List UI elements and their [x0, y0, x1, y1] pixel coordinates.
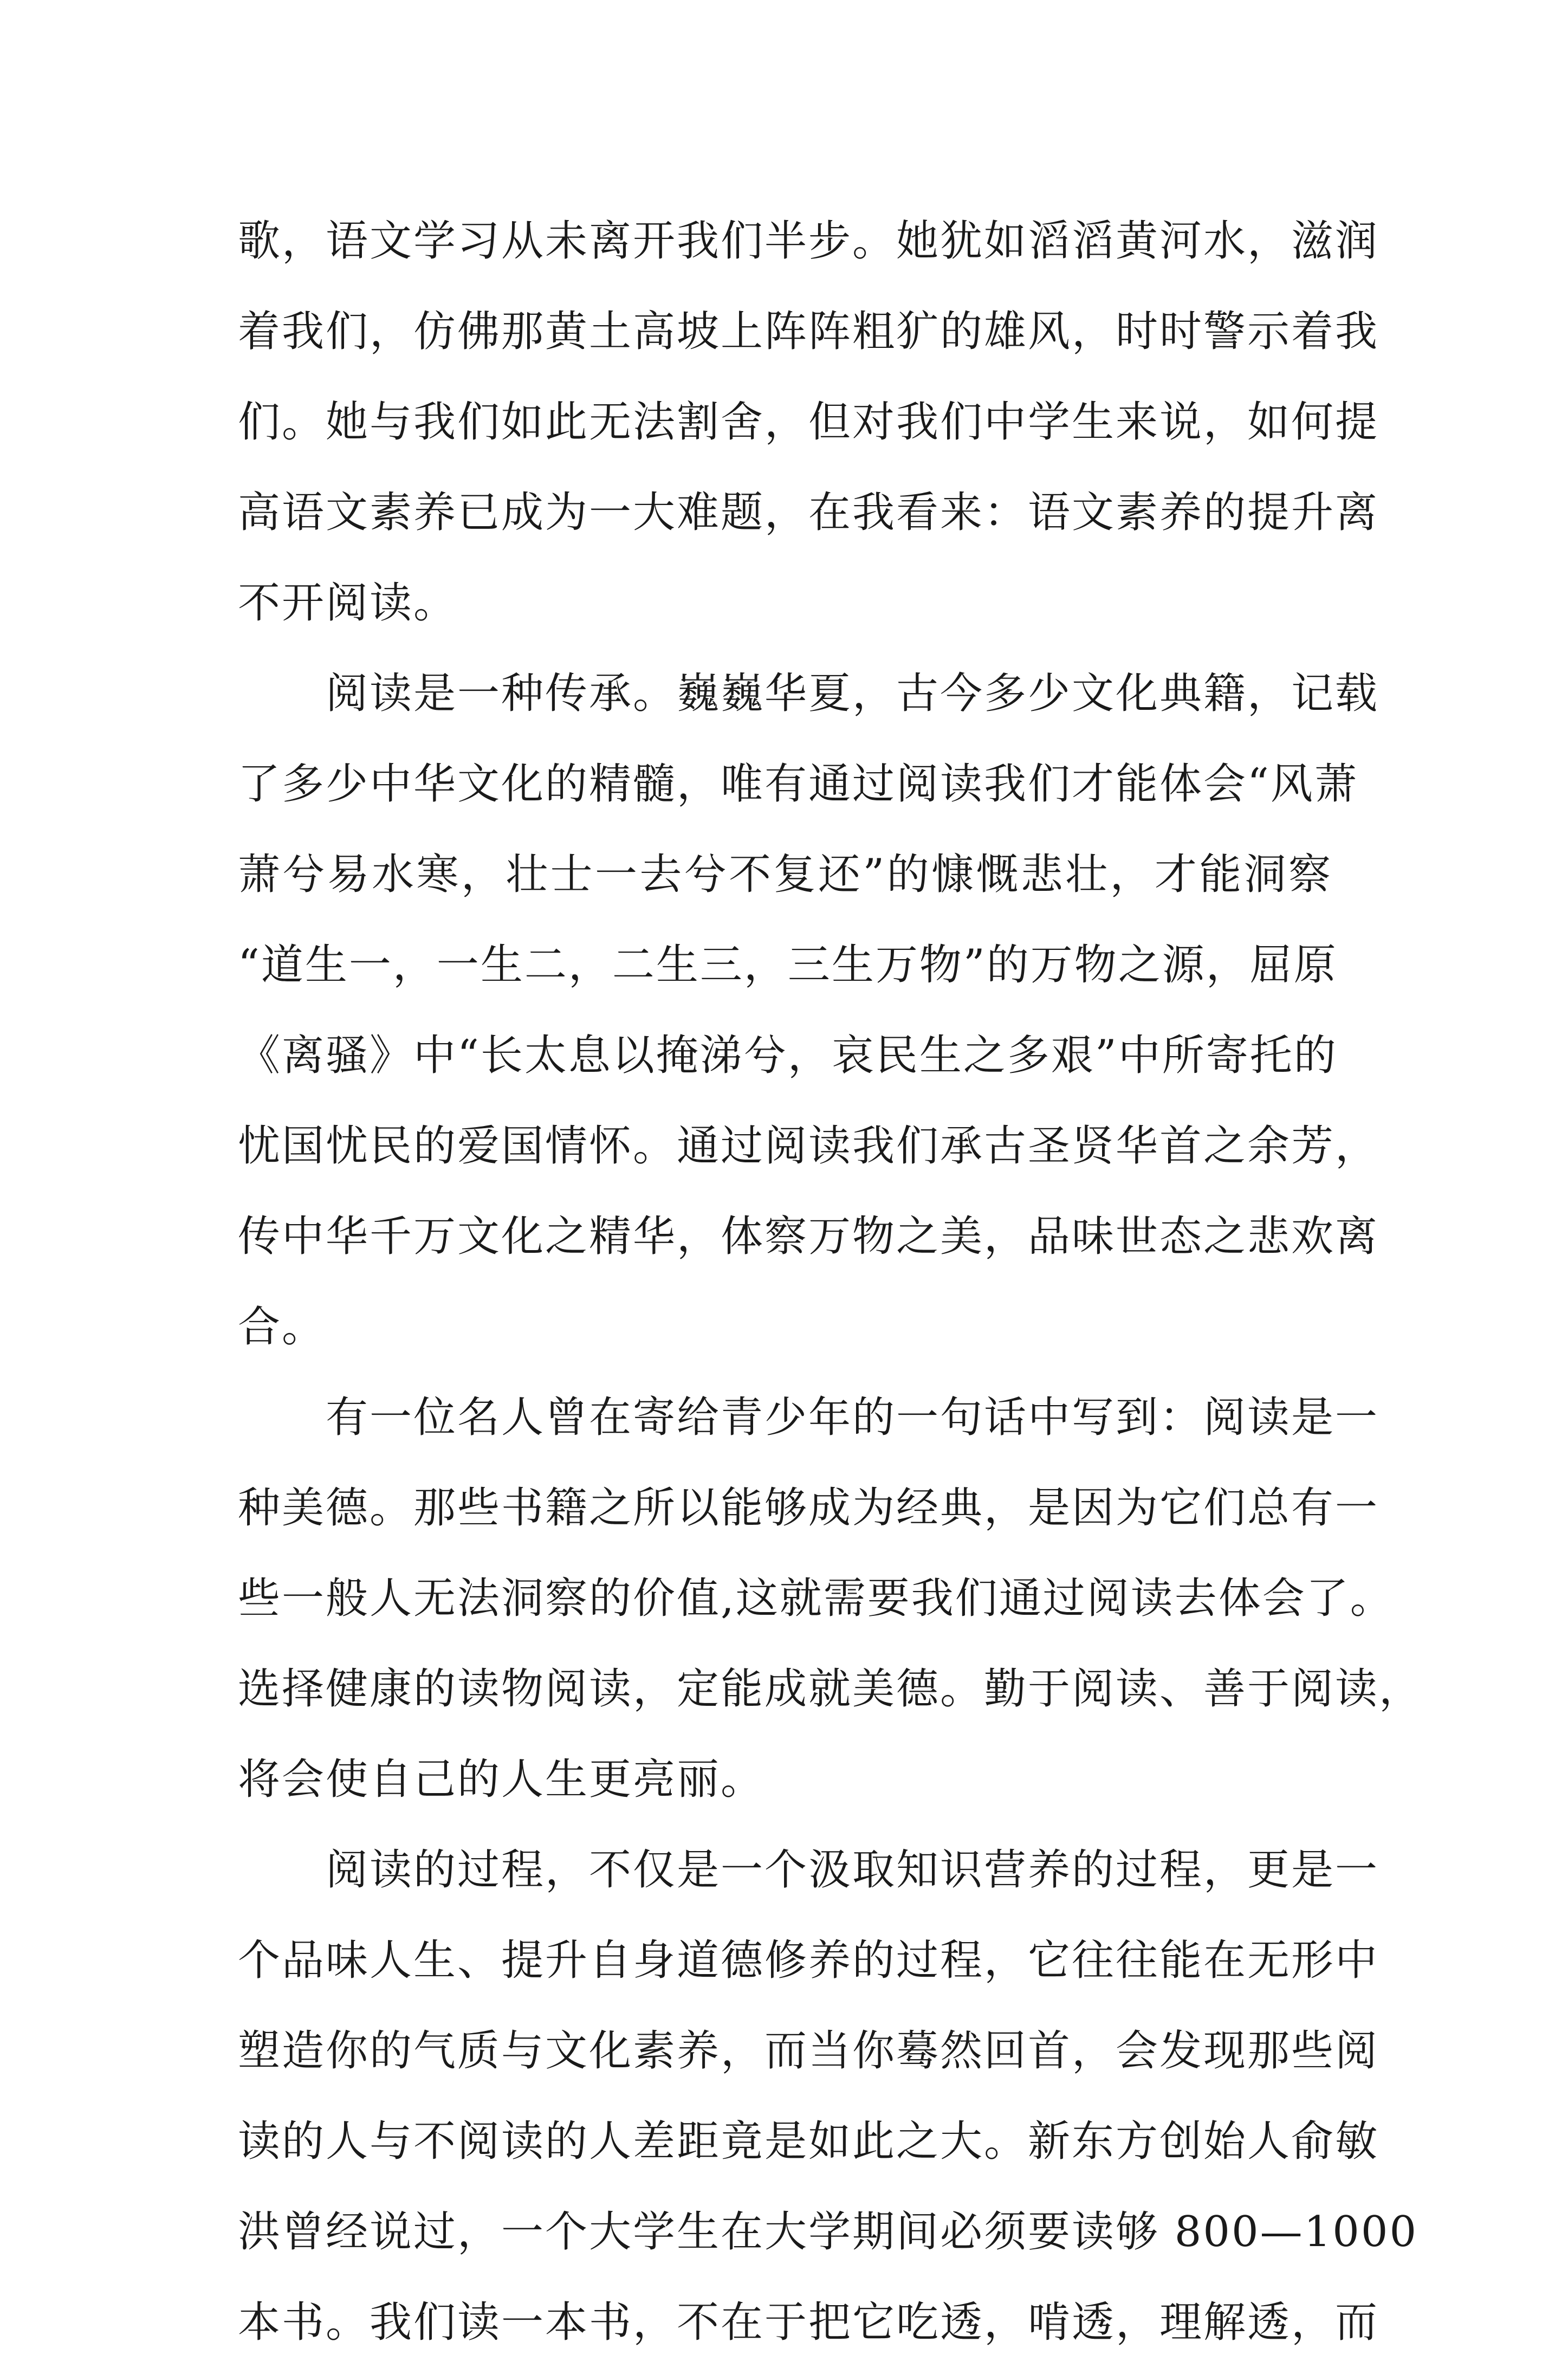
text-line: 些一般人无法洞察的价值,这就需要我们通过阅读去体会了。 [238, 1574, 1394, 1623]
text-line: 萧兮易水寒，壮士一去兮不复还”的慷慨悲壮，才能洞察 [238, 850, 1332, 899]
text-line: 高语文素养已成为一大难题，在我看来：语文素养的提升离 [238, 488, 1379, 537]
text-line: 传中华千万文化之精华，体察万物之美，品味世态之悲欢离 [238, 1212, 1379, 1261]
text-line: 个品味人生、提升自身道德修养的过程，它往往能在无形中 [238, 1936, 1379, 1985]
text-line: 选择健康的读物阅读，定能成就美德。勤于阅读、善于阅读， [238, 1665, 1423, 1713]
text-line: 读的人与不阅读的人差距竟是如此之大。新东方创始人俞敏 [238, 2117, 1379, 2166]
text-line: 塑造你的气质与文化素养，而当你蓦然回首，会发现那些阅 [238, 2027, 1379, 2075]
essay-body [238, 196, 1423, 2368]
text-line: 阅读的过程，不仅是一个汲取知识营养的过程，更是一 [238, 1846, 1379, 1894]
text-line: 有一位名人曾在寄给青少年的一句话中写到：阅读是一 [238, 1393, 1379, 1442]
text-line: 歌，语文学习从未离开我们半步。她犹如滔滔黄河水，滋润 [238, 217, 1379, 266]
text-line: 洪曾经说过，一个大学生在大学期间必须要读够 800—1000 [238, 2208, 1418, 2256]
text-line: 们。她与我们如此无法割舍，但对我们中学生来说，如何提 [238, 398, 1379, 447]
text-line: 了多少中华文化的精髓，唯有通过阅读我们才能体会“风萧 [238, 760, 1358, 808]
text-line: “道生一，一生二，二生三，三生万物”的万物之源，屈原 [238, 941, 1338, 989]
text-line: 将会使自己的人生更亮丽。 [238, 1755, 765, 1804]
text-line: 忧国忧民的爱国情怀。通过阅读我们承古圣贤华首之余芳， [238, 1122, 1379, 1170]
text-line: 不开阅读。 [238, 579, 458, 627]
text-line: 合。 [238, 1303, 326, 1351]
text-line: 着我们，仿佛那黄土高坡上阵阵粗犷的雄风，时时警示着我 [238, 307, 1379, 356]
text-line: 本书。我们读一本书，不在于把它吃透，啃透，理解透，而 [238, 2298, 1379, 2347]
text-line: 《离骚》中“长太息以掩涕兮，哀民生之多艰”中所寄托的 [238, 1031, 1338, 1080]
text-line: 阅读是一种传承。巍巍华夏，古今多少文化典籍，记载 [238, 669, 1379, 718]
text-line: 种美德。那些书籍之所以能够成为经典，是因为它们总有一 [238, 1484, 1379, 1532]
